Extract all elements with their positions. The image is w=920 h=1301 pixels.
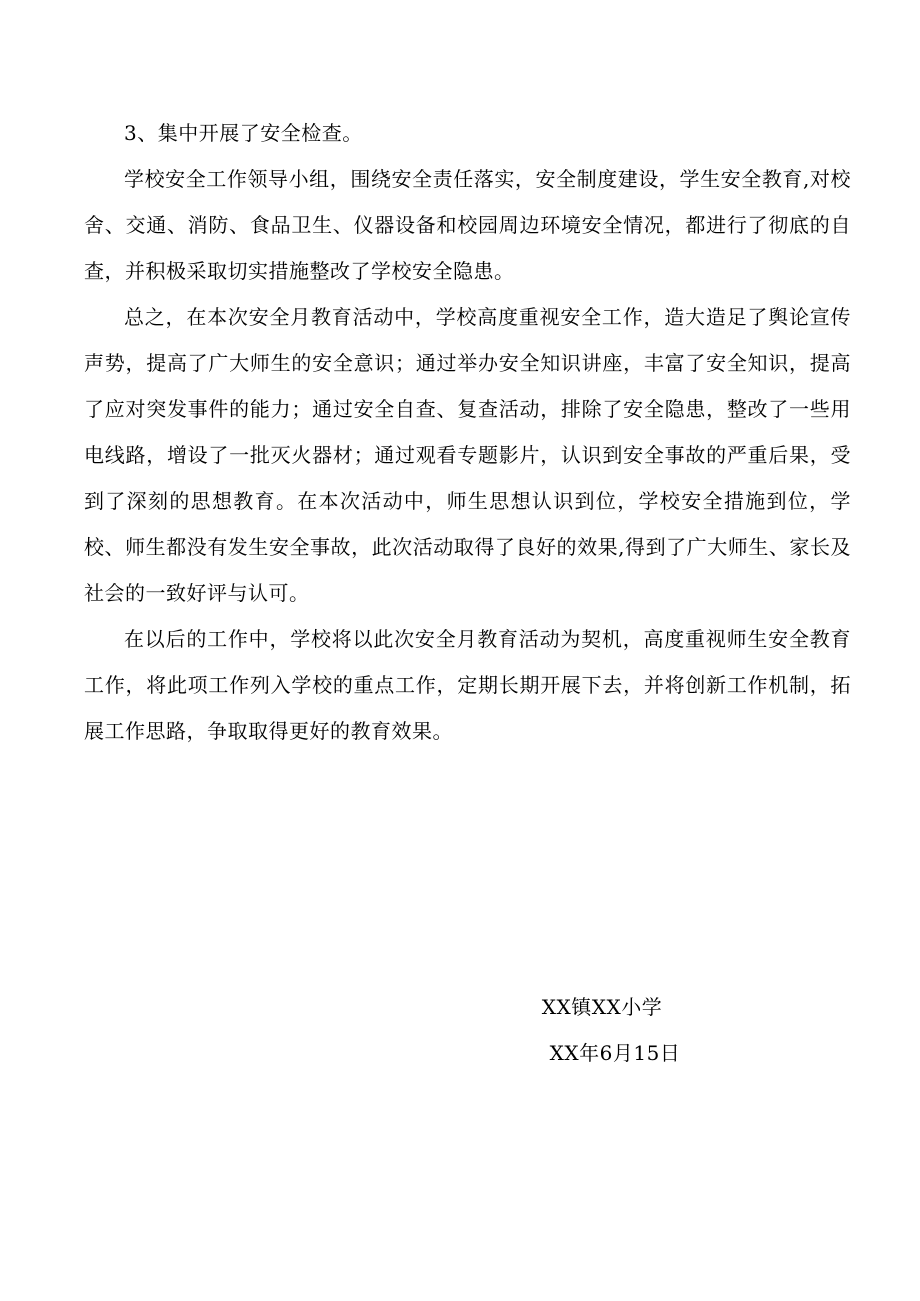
signature-date: XX年6月15日 <box>549 1041 681 1065</box>
signature-block <box>500 984 700 1076</box>
paragraph-future-work: 在以后的工作中，学校将以此次安全月教育活动为契机，高度重视师生安全教育工作，将此项工作列入学校的重点工作，定期长期开展下去，并将创新工作机制，拓展工作思路，争取取得更好的教育效果。 <box>84 627 851 743</box>
document-body <box>84 110 851 754</box>
paragraph-summary: 总之，在本次安全月教育活动中，学校高度重视安全工作，造大造足了舆论宣传声势，提高了广大师生的安全意识；通过举办安全知识讲座，丰富了安全知识，提高了应对突发事件的能力；通过安全自查、复查活动，排除了安全隐患，整改了一些用电线路，增设了一批灭火器材；通过观看专题影片，认识到安全事故的严重后果，受到了深刻的思想教育。在本次活动中，师生思想认识到位，学校安全措施到位，学校、师生都没有发生安全事故，此次活动取得了良好的效果,得到了广大师生、家长及社会的一致好评与认可。 <box>84 305 851 605</box>
paragraph-section-3-heading: 3、集中开展了安全检查。 <box>124 121 363 145</box>
paragraph-safety-inspection: 学校安全工作领导小组，围绕安全责任落实，安全制度建设，学生安全教育,对校舍、交通、消防、食品卫生、仪器设备和校园周边环境安全情况，都进行了彻底的自查，并积极采取切实措施整改了学校安全隐患。 <box>84 167 851 283</box>
signature-organization: XX镇XX小学 <box>541 995 663 1019</box>
